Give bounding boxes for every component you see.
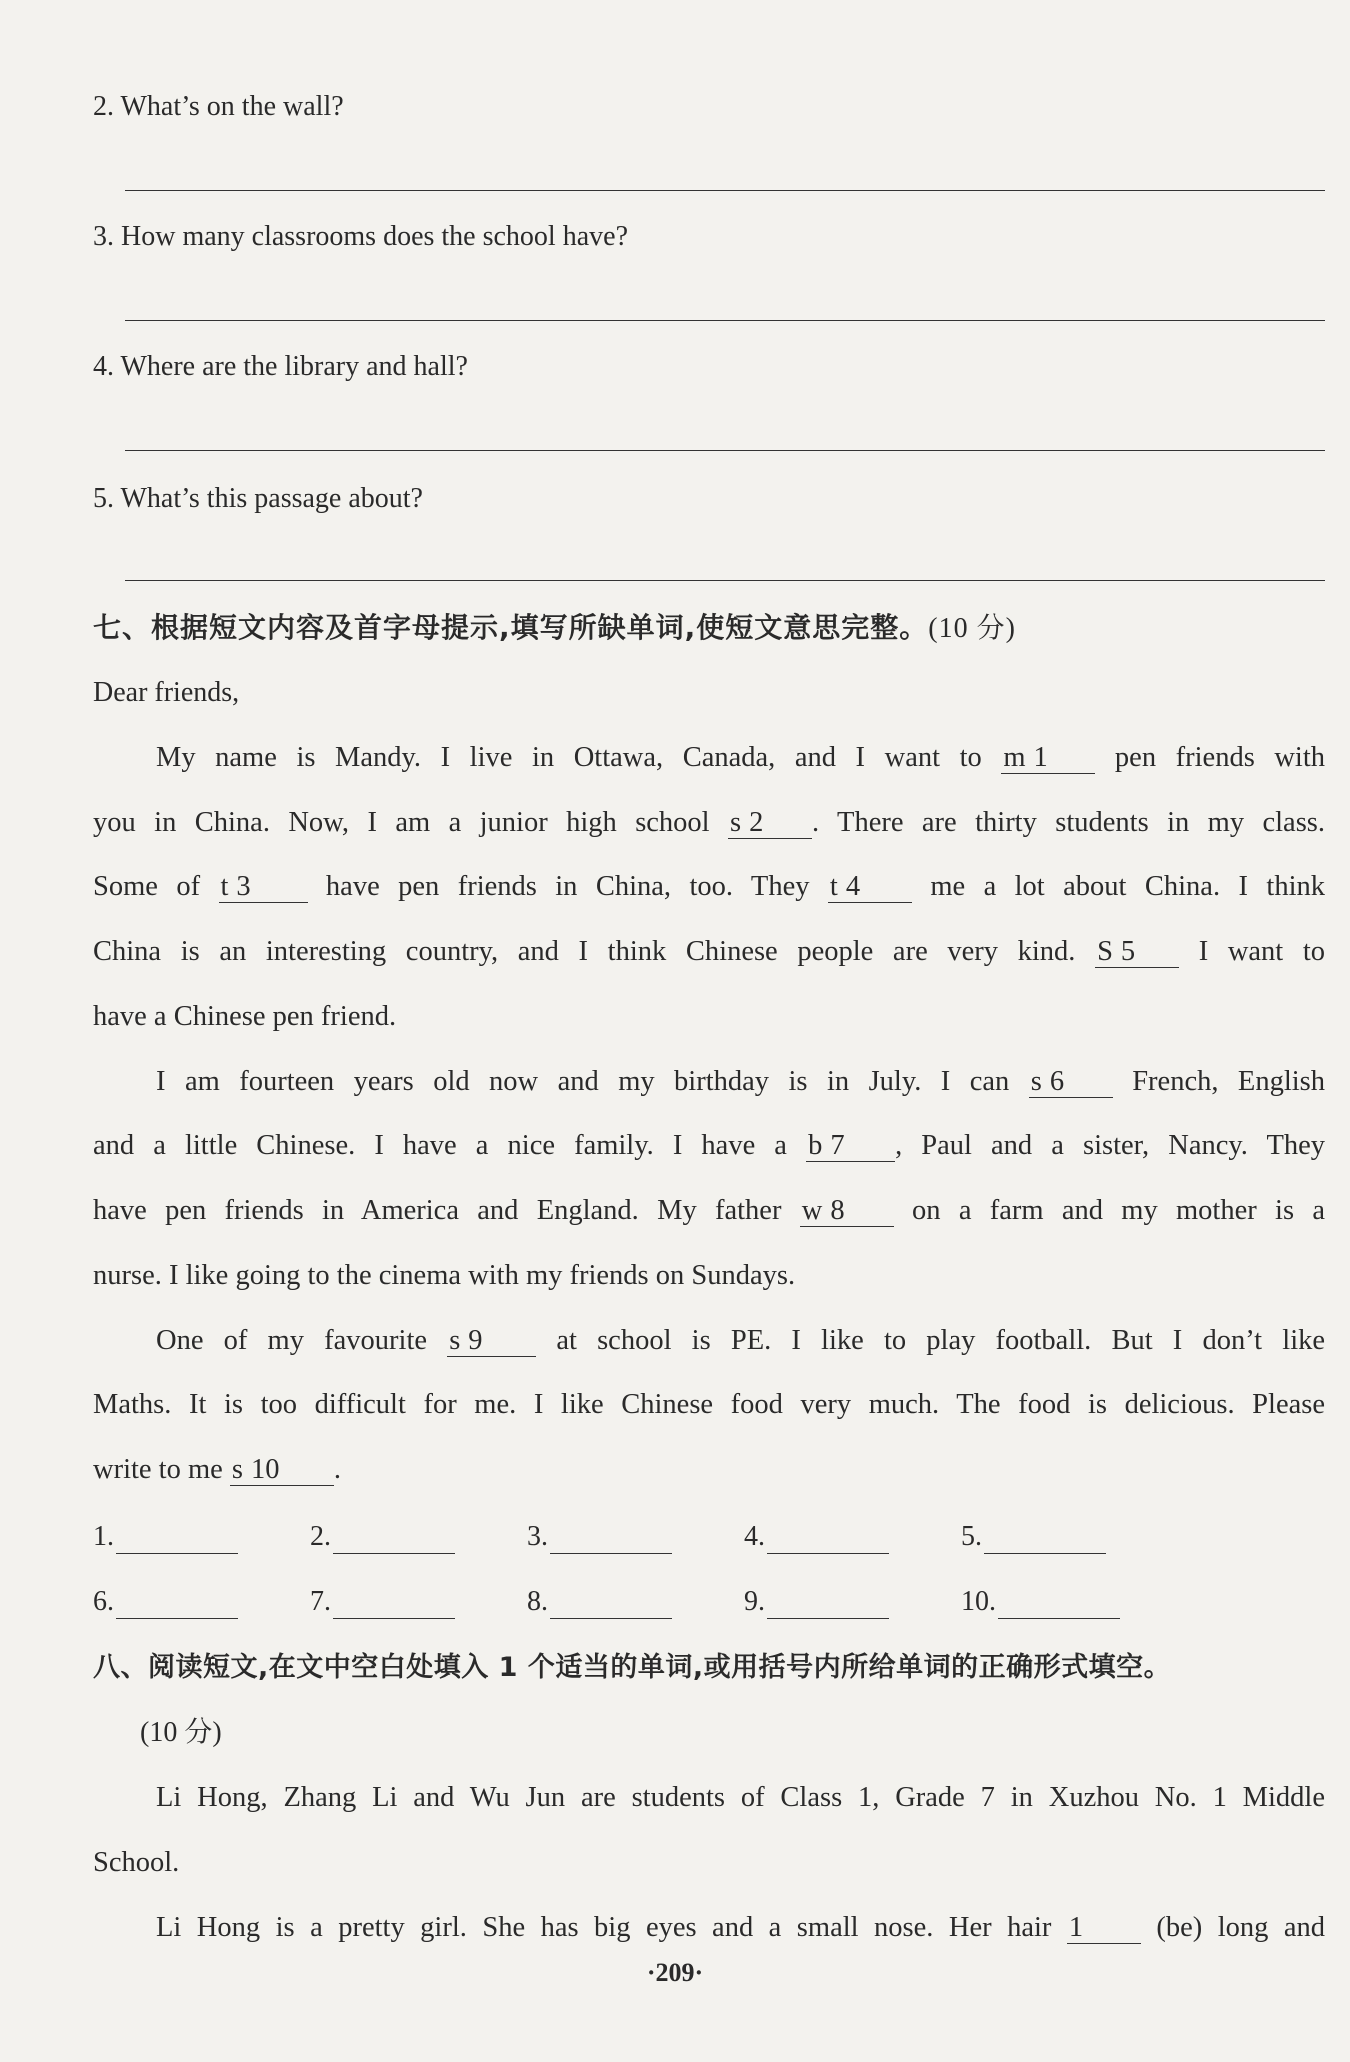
para3-line2: Maths. It is too difficult for me. I like Chinese food very much. The food is delicious. Please [93,1389,1325,1420]
blank-3[interactable]: t 3 [219,872,308,903]
answer-slot-10[interactable]: 10. [961,1585,1120,1619]
question-5: 5. What’s this passage about? [93,483,423,514]
para2-line1: I am fourteen years old now and my birthday is in July. I can s 6 French, English [156,1066,1326,1097]
section-7-title: 七、根据短文内容及首字母提示,填写所缺单词,使短文意思完整。 [93,611,929,644]
para1-line4: China is an interesting country, and I think Chinese people are very kind. S 5 I want to [93,936,1326,967]
section-7-score: (10 分) [928,613,1016,644]
answer-slot-9[interactable]: 9. [744,1585,889,1619]
blank-7[interactable]: b 7 [806,1131,895,1162]
question-4: 4. Where are the library and hall? [93,351,468,382]
blank-8[interactable]: w 8 [800,1196,894,1227]
para2-line2: and a little Chinese. I have a nice family. I have a b 7 , Paul and a sister, Nancy. They [93,1130,1326,1161]
letter-greeting: Dear friends, [93,677,240,708]
para1-line1: My name is Mandy. I live in Ottawa, Canada, and I want to m 1 pen friends with [156,742,1326,773]
blank-6[interactable]: s 6 [1029,1067,1113,1098]
question-3: 3. How many classrooms does the school have? [93,221,628,252]
answer-slot-5[interactable]: 5. [961,1520,1106,1554]
answer-slot-8[interactable]: 8. [527,1585,672,1619]
section-8-score: (10 分) [140,1717,222,1748]
blank-4[interactable]: t 4 [828,872,912,903]
section-8-title: 八、阅读短文,在文中空白处填入 1 个适当的单词,或用括号内所给单词的正确形式填空。 [93,1652,1172,1683]
answer-slot-1[interactable]: 1. [93,1520,238,1554]
answer-line-4[interactable] [125,450,1325,451]
section8-para1-line1: Li Hong, Zhang Li and Wu Jun are students of Class 1, Grade 7 in Xuzhou No. 1 Middle [156,1782,1325,1813]
blank-2[interactable]: s 2 [728,808,812,839]
para2-line4: nurse. I like going to the cinema with my friends on Sundays. [93,1260,796,1291]
section-7-heading [93,610,1016,647]
section8-para1-line2: School. [93,1847,180,1878]
answer-slot-4[interactable]: 4. [744,1520,889,1554]
blank-5[interactable]: S 5 [1095,937,1179,968]
answer-slot-2[interactable]: 2. [310,1520,455,1554]
answer-slot-3[interactable]: 3. [527,1520,672,1554]
para1-line2: you in China. Now, I am a junior high school s 2 . There are thirty students in my class. [93,807,1326,838]
answer-line-5[interactable] [125,580,1325,581]
para3-line1: One of my favourite s 9 at school is PE. I like to play football. But I don’t like [156,1325,1326,1356]
para1-line5: have a Chinese pen friend. [93,1001,397,1032]
question-2: 2. What’s on the wall? [93,91,344,122]
blank-1[interactable]: m 1 [1001,743,1095,774]
section8-para2-line1: Li Hong is a pretty girl. She has big eyes and a small nose. Her hair 1 (be) long and [156,1912,1326,1943]
answer-line-2[interactable] [125,190,1325,191]
para1-line3: Some of t 3 have pen friends in China, too. They t 4 me a lot about China. I think [93,871,1325,902]
section8-blank-1[interactable]: 1 [1067,1913,1141,1944]
answer-line-3[interactable] [125,320,1325,321]
blank-10[interactable]: s 10 [230,1455,334,1486]
answer-slot-6[interactable]: 6. [93,1585,238,1619]
blank-9[interactable]: s 9 [447,1326,536,1357]
para3-line3: write to me s 10 . [93,1454,342,1485]
answer-slot-7[interactable]: 7. [310,1585,455,1619]
para2-line3: have pen friends in America and England. My father w 8 on a farm and my mother is a [93,1195,1325,1226]
page-number: ·209· [646,1958,704,1987]
